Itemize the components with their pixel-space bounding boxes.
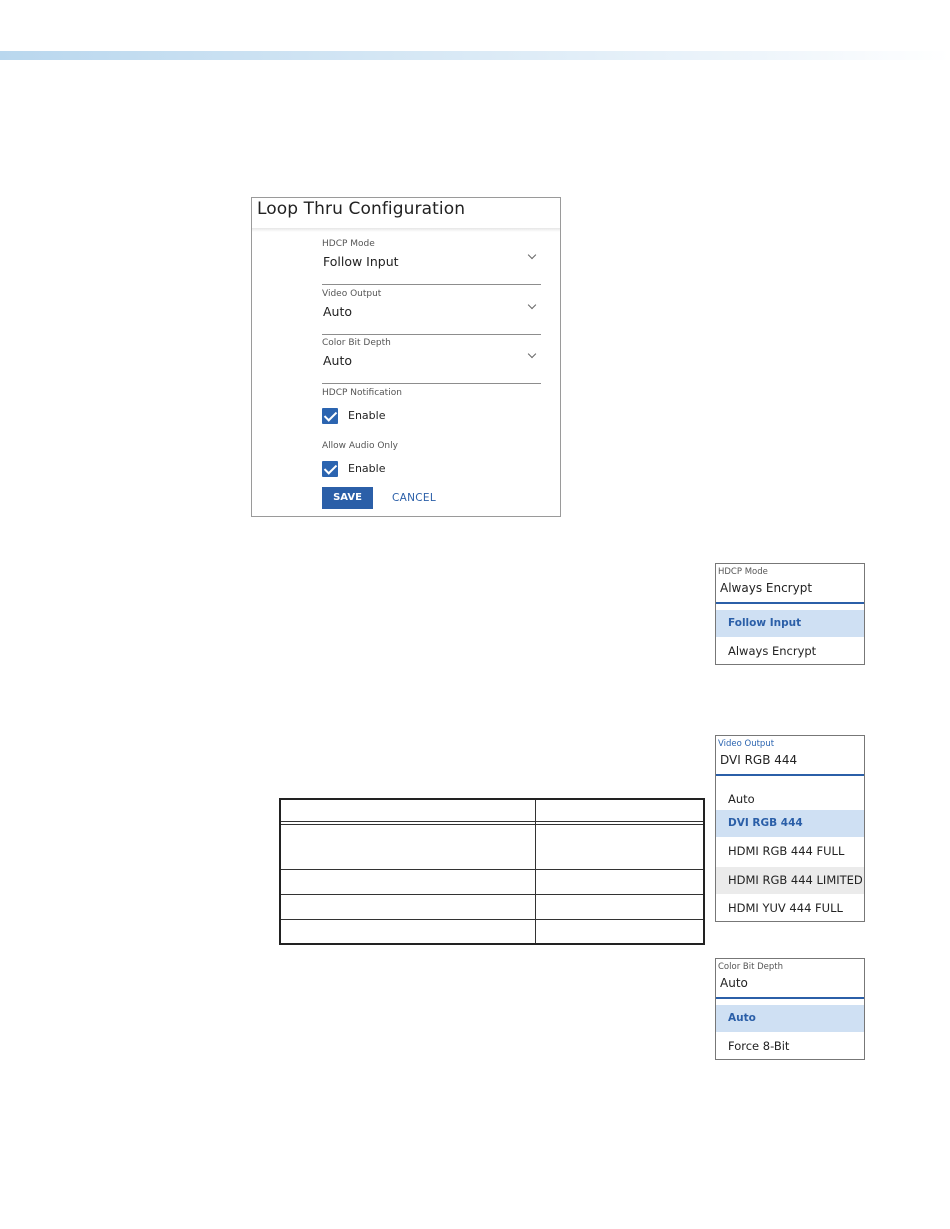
video-option-auto[interactable]: Auto — [728, 792, 755, 806]
allow-audio-only-label: Allow Audio Only — [322, 441, 398, 451]
chevron-down-icon — [528, 251, 536, 259]
hdcp-mode-dropdown-label: HDCP Mode — [718, 567, 768, 577]
color-bit-depth-dropdown[interactable] — [715, 958, 865, 1060]
title-divider — [252, 228, 560, 232]
video-output-value: Auto — [323, 304, 353, 319]
save-button[interactable]: SAVE — [322, 487, 373, 509]
checkmark-icon[interactable] — [322, 461, 338, 477]
hdcp-mode-label: HDCP Mode — [322, 239, 375, 249]
video-output-dropdown-label: Video Output — [718, 739, 775, 749]
table-row-divider — [281, 869, 703, 870]
color-option-force-8-bit[interactable]: Force 8-Bit — [728, 1039, 790, 1053]
table-row-divider — [281, 919, 703, 920]
hdcp-mode-dropdown[interactable] — [715, 563, 865, 665]
hdcp-mode-select[interactable] — [322, 239, 541, 285]
checkmark-icon[interactable] — [322, 408, 338, 424]
chevron-down-icon — [528, 350, 536, 358]
video-output-dropdown[interactable] — [715, 735, 865, 922]
color-option-auto[interactable]: Auto — [716, 1005, 864, 1032]
table-column-divider — [535, 800, 536, 943]
video-output-dropdown-value: DVI RGB 444 — [720, 753, 798, 767]
hdcp-mode-dropdown-header[interactable] — [716, 564, 864, 604]
color-bit-depth-dropdown-value: Auto — [720, 976, 748, 990]
allow-audio-only-enable-label: Enable — [348, 462, 386, 475]
chevron-down-icon — [528, 301, 536, 309]
table-header-divider — [281, 821, 703, 822]
table-header-divider — [281, 824, 703, 825]
header-band — [0, 51, 950, 60]
video-option-dvi-rgb-444[interactable]: DVI RGB 444 — [716, 810, 864, 837]
hdcp-notification-enable-label: Enable — [348, 409, 386, 422]
cancel-button[interactable]: CANCEL — [392, 492, 436, 504]
hdcp-notification-label: HDCP Notification — [322, 388, 402, 398]
color-bit-depth-value: Auto — [323, 353, 353, 368]
hdcp-option-always-encrypt[interactable]: Always Encrypt — [728, 644, 817, 658]
video-option-hdmi-rgb-444-full[interactable]: HDMI RGB 444 FULL — [728, 844, 845, 858]
empty-table — [279, 798, 705, 945]
video-option-hdmi-rgb-444-limited[interactable]: HDMI RGB 444 LIMITED — [716, 867, 864, 894]
color-bit-depth-label: Color Bit Depth — [322, 338, 391, 348]
video-output-label: Video Output — [322, 289, 382, 299]
panel-title: Loop Thru Configuration — [257, 199, 466, 219]
table-row-divider — [281, 894, 703, 895]
hdcp-mode-dropdown-value: Always Encrypt — [720, 581, 813, 595]
hdcp-option-follow-input[interactable]: Follow Input — [716, 610, 864, 637]
hdcp-mode-value: Follow Input — [323, 254, 399, 269]
video-option-hdmi-yuv-444-full[interactable]: HDMI YUV 444 FULL — [728, 901, 843, 915]
color-bit-depth-dropdown-header[interactable] — [716, 959, 864, 999]
video-output-dropdown-header[interactable] — [716, 736, 864, 776]
color-bit-depth-select[interactable] — [322, 338, 541, 384]
loop-thru-config-panel — [251, 197, 561, 517]
video-output-select[interactable] — [322, 289, 541, 335]
color-bit-depth-dropdown-label: Color Bit Depth — [718, 962, 784, 972]
